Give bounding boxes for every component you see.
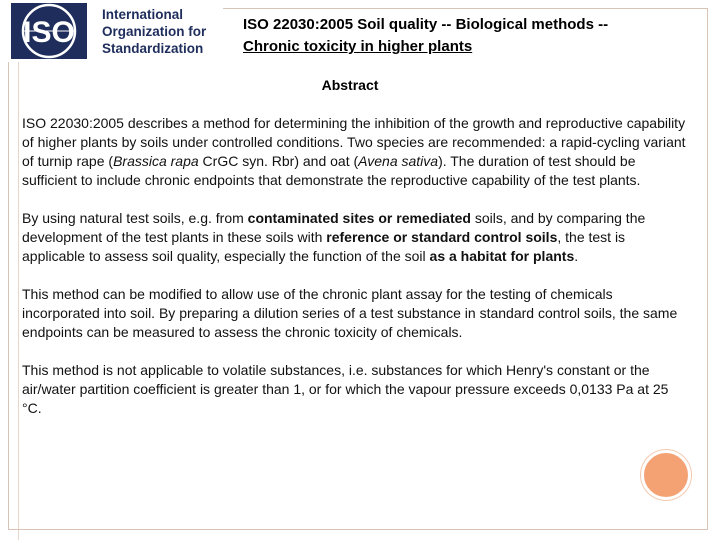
iso-mark-text: ISO xyxy=(23,16,75,49)
decorative-orange-circle xyxy=(641,450,691,500)
p2-text-b: soils, and by comparing the development of the test plants in these soils with xyxy=(22,210,646,245)
paragraph-4: This method is not applicable to volatile substances, i.e. substances for which Henry's constant or the air/water partition coefficient is greater than 1, or for which the vapour pressure exceeds 0,0133 Pa at 25 °C. xyxy=(22,362,669,416)
organization-name xyxy=(102,6,206,57)
p2-text-c: , the test is applicable to assess soil quality, especially the function of the soil xyxy=(22,229,626,264)
species-avena: Avena sativa xyxy=(358,153,439,169)
org-line-3: Standardization xyxy=(102,40,204,56)
abstract-body xyxy=(22,114,687,437)
p2-bold-2: reference or standard control soils xyxy=(326,229,558,245)
document-title xyxy=(243,14,703,58)
iso-logo xyxy=(8,0,223,62)
p2-bold-3: as a habitat for plants xyxy=(429,248,575,264)
p1-text-a: ISO 22030:2005 describes a method for determining the inhibition of the growth and reproductive capability of higher plants by soils under controlled conditions. Two species are recommended: a rapid-cycling variant of turnip rape ( xyxy=(22,115,686,169)
paragraph-3: This method can be modified to allow use of the chronic plant assay for the testing of chemicals incorporated into soil. By preparing a dilution series of a test substance in standard control soils, the same endpoints can be measured to assess the chronic toxicity of chemicals. xyxy=(22,286,678,340)
species-brassica: Brassica rapa xyxy=(113,153,199,169)
p1-text-b: CrGC syn. Rbr) and oat ( xyxy=(198,153,359,169)
paragraph-2 xyxy=(22,209,687,266)
title-line-2[interactable]: Chronic toxicity in higher plants xyxy=(243,38,473,55)
p2-text-d: . xyxy=(574,248,579,264)
iso-mark-icon xyxy=(10,2,88,60)
org-line-1: International xyxy=(102,6,184,22)
abstract-heading: Abstract xyxy=(321,77,379,93)
p2-text-a: By using natural test soils, e.g. from xyxy=(22,210,248,226)
paragraph-1 xyxy=(22,114,687,190)
p2-bold-1: contaminated sites or remediated xyxy=(247,210,471,226)
org-line-2: Organization for xyxy=(102,23,207,39)
p1-text-c: ). The duration of test should be sufficient to include chronic endpoints that demonstrate the reproductive capability of the test plants. xyxy=(22,153,641,188)
title-line-1: ISO 22030:2005 Soil quality -- Biological methods -- xyxy=(243,16,609,33)
